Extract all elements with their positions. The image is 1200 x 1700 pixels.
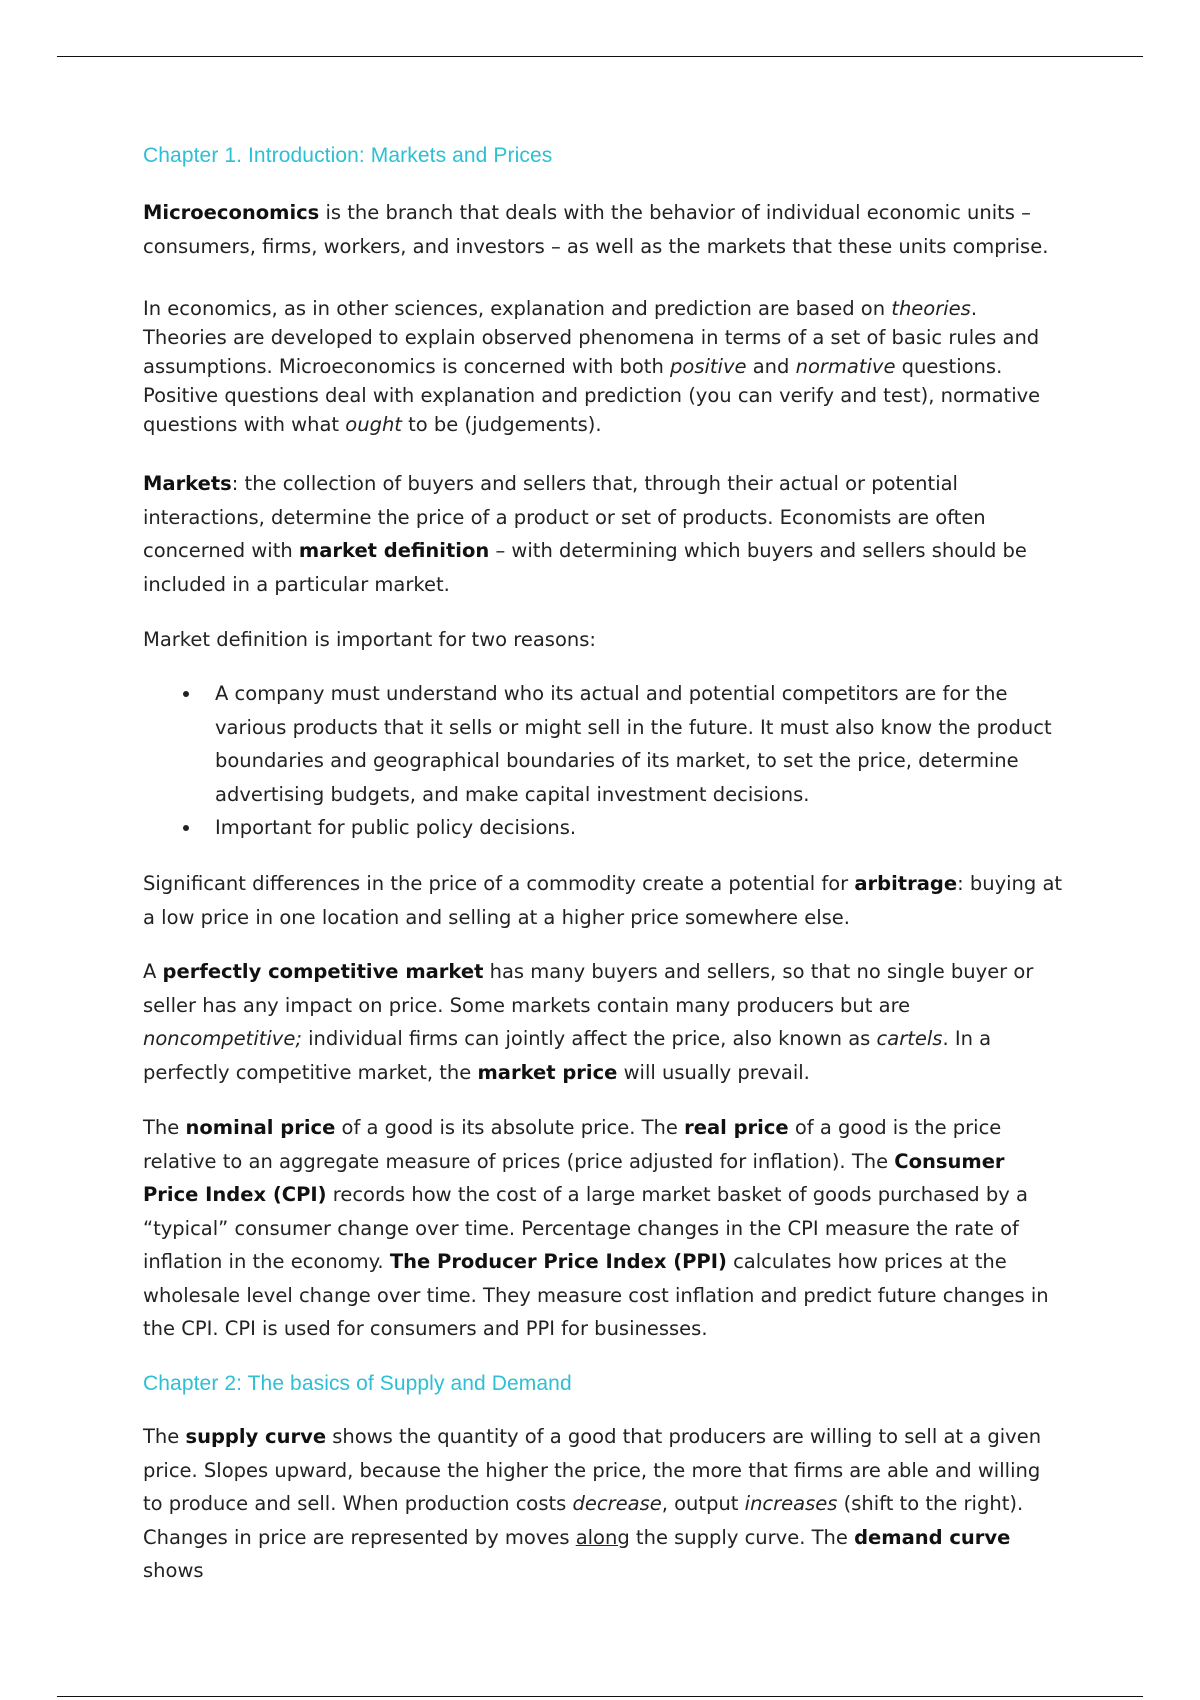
text: shows (143, 1559, 204, 1582)
text: : the collection of buyers and sellers that, through their actual or potential interactions, determine the price of a product or set of products. Economists are often concerned with (143, 472, 986, 562)
chapter-2-title: Chapter 2: The basics of Supply and Demand (143, 1372, 572, 1395)
text: is the branch that deals with the behavior of individual economic units – consumers, firms, workers, and investors – as well as the markets that these units comprise. (143, 201, 1049, 258)
text: shows the quantity of a good that producers are willing to sell at a given price. Slopes upward, because the higher the price, the more that firms are able and willing to produce and sell. When production costs (143, 1425, 1042, 1515)
text: of a good is its absolute price. The (335, 1116, 685, 1139)
paragraph-arbitrage (143, 867, 1063, 934)
term-real-price: real price (684, 1116, 789, 1139)
text: and (746, 355, 796, 378)
term-microeconomics: Microeconomics (143, 201, 320, 224)
text: the supply curve. The (629, 1525, 855, 1549)
text: will usually prevail. (617, 1060, 810, 1084)
text: . Theories are developed to explain observed phenomena in terms of a set of basic rules and assumptions. Microeconomics is concerned with both (143, 297, 1040, 378)
text: calculates how prices at the wholesale level change over time. They measure cost inflation and predict future changes in the CPI. CPI is used for consumers and PPI for businesses. (143, 1250, 1049, 1340)
paragraph-perfect-competition (143, 955, 1063, 1089)
list-item: A company must understand who its actual and potential competitors are for the various products that it sells or might sell in the future. It must also know the product boundaries and geographical boundaries of its market, to set the price, determine advertising budgets, and make capital investment decisions. (143, 677, 1063, 811)
text: records how the cost of a large market basket of goods purchased by a “typical” consumer change over time. Percentage changes in the CPI measure the rate of inflation in the economy. (143, 1183, 1028, 1273)
text: questions. Positive questions deal with explanation and prediction (you can verify and test), normative questions with what (143, 355, 1041, 436)
term-ppi: The Producer Price Index (PPI) (389, 1250, 727, 1273)
paragraph-prices (143, 1111, 1063, 1346)
em-along: along (575, 1525, 630, 1549)
term-demand-curve: demand curve (854, 1525, 1011, 1549)
reasons-list (143, 677, 1063, 845)
text: . In a perfectly competitive market, the (143, 1027, 992, 1084)
em-decrease: decrease (572, 1492, 662, 1515)
paragraph-supply-curve (143, 1420, 1063, 1588)
text: A (143, 960, 163, 983)
paragraph-markets (143, 467, 1063, 601)
term-cpi: Consumer Price Index (CPI) (143, 1149, 1005, 1206)
text: , output (661, 1492, 745, 1515)
text: The (143, 1425, 186, 1448)
list-item: Important for public policy decisions. (143, 811, 1063, 845)
paragraph-microeconomics (143, 196, 1063, 263)
text: : buying at a low price in one location and selling at a higher price somewhere else. (143, 872, 1063, 929)
term-market-definition: market definition (298, 539, 490, 562)
em-cartels: cartels (876, 1027, 943, 1050)
term-supply-curve: supply curve (185, 1425, 327, 1448)
text: has many buyers and sellers, so that no single buyer or seller has any impact on price. Some markets contain many producers but are (143, 960, 1034, 1017)
text: individual firms can jointly affect the price, also known as (301, 1027, 877, 1050)
em-normative: normative (795, 355, 896, 378)
em-theories: theories (891, 297, 971, 320)
text: In economics, as in other sciences, explanation and prediction are based on (143, 297, 892, 320)
em-ought: ought (345, 413, 402, 436)
chapter-1-title: Chapter 1. Introduction: Markets and Prices (143, 144, 553, 167)
text: of a good is the price relative to an aggregate measure of prices (price adjusted for inflation). The (143, 1116, 1002, 1173)
text: Significant differences in the price of a commodity create a potential for (143, 872, 855, 895)
term-arbitrage: arbitrage (854, 872, 958, 895)
term-markets: Markets (143, 472, 232, 495)
em-noncompetitive: noncompetitive; (143, 1027, 302, 1050)
footer-rule (57, 1696, 1143, 1697)
header-rule (57, 56, 1143, 57)
text: (shift to the right). Changes in price are represented by moves (143, 1492, 1024, 1549)
term-market-price: market price (477, 1060, 618, 1084)
text: to be (judgements). (401, 413, 602, 436)
paragraph-market-definition: Market definition is important for two reasons: (143, 628, 596, 651)
em-increases: increases (744, 1492, 838, 1515)
term-nominal-price: nominal price (185, 1116, 336, 1139)
term-perfectly-competitive-market: perfectly competitive market (162, 960, 484, 983)
text: The (143, 1116, 186, 1139)
em-positive: positive (670, 355, 747, 378)
paragraph-theories (143, 294, 1063, 439)
text: – with determining which buyers and sellers should be included in a particular market. (143, 539, 1027, 596)
